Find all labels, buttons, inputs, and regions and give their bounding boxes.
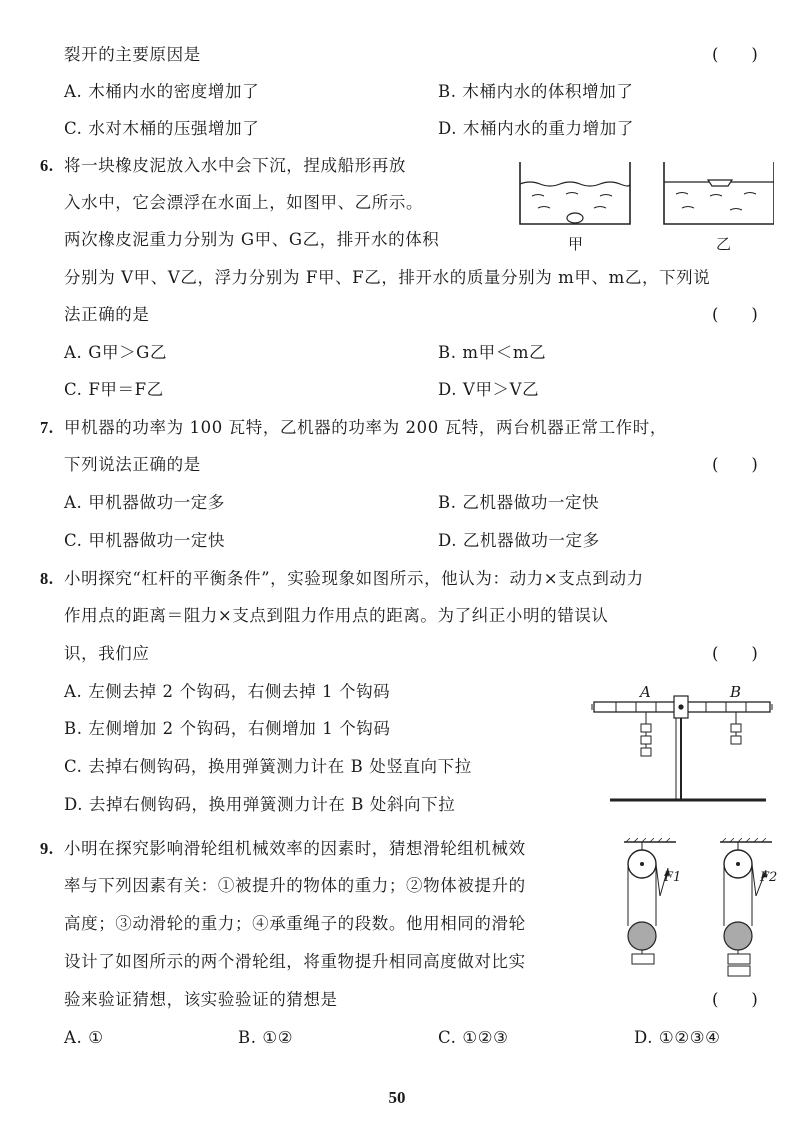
- q9-line-2: 率与下列因素有关：①被提升的物体的重力；②物体被提升的: [64, 876, 526, 895]
- beaker-yi: [664, 162, 774, 224]
- lever-pivot: [678, 704, 683, 709]
- q7-number: 7.: [40, 418, 54, 437]
- q7-line-2: 下列说法正确的是: [64, 455, 201, 474]
- q6-option-c: C. F甲＝F乙: [64, 380, 164, 399]
- q8-label-b: B: [730, 683, 742, 701]
- q6-line-1: 将一块橡皮泥放入水中会下沉，捏成船形再放: [64, 156, 406, 175]
- right-hooked-weights: [731, 712, 741, 744]
- q8-line-3: 识，我们应: [64, 644, 150, 663]
- q8-option-c: C. 去掉右侧钩码，换用弹簧测力计在 B 处竖直向下拉: [64, 757, 472, 776]
- q9-option-a: A. ①: [64, 1028, 104, 1047]
- clay-ball-sunk: [567, 213, 583, 223]
- q9-option-b: B. ①②: [238, 1028, 294, 1047]
- q9-option-d: D. ①②③④: [634, 1028, 721, 1047]
- q7-line-1: 甲机器的功率为 100 瓦特，乙机器的功率为 200 瓦特，两台机器正常工作时，: [64, 418, 667, 437]
- clay-boat-floating: [708, 180, 732, 186]
- beaker-jia: [520, 162, 630, 224]
- q9-line-3: 高度；③动滑轮的重力；④承重绳子的段数。他用相同的滑轮: [64, 914, 526, 933]
- q6-line-5: 法正确的是: [64, 305, 150, 324]
- q6-label-jia: 甲: [568, 235, 584, 253]
- q9-option-c: C. ①②③: [438, 1028, 509, 1047]
- q5-option-c: C. 水对木桶的压强增加了: [64, 119, 260, 138]
- q7-option-a: A. 甲机器做功一定多: [64, 493, 226, 512]
- q9-answer-paren: ( ): [712, 990, 758, 1009]
- page-number: 50: [388, 1088, 406, 1107]
- q7-option-d: D. 乙机器做功一定多: [438, 531, 600, 550]
- q6-line-3: 两次橡皮泥重力分别为 G甲、G乙，排开水的体积: [64, 230, 440, 249]
- q5-stem-tail: 裂开的主要原因是: [64, 45, 201, 64]
- q6-number: 6.: [40, 156, 54, 175]
- q6-label-yi: 乙: [716, 235, 732, 253]
- q7-answer-paren: ( ): [712, 455, 758, 474]
- q9-line-1: 小明在探究影响滑轮组机械效率的因素时，猜想滑轮组机械效: [64, 839, 526, 858]
- q5-option-a: A. 木桶内水的密度增加了: [64, 82, 260, 101]
- q6-option-d: D. V甲＞V乙: [438, 380, 540, 399]
- q5-option-b: B. 木桶内水的体积增加了: [438, 82, 634, 101]
- q5-option-d: D. 木桶内水的重力增加了: [438, 119, 634, 138]
- q8-line-1: 小明探究“杠杆的平衡条件”，实验现象如图所示，他认为：动力×支点到动力: [64, 569, 644, 588]
- q8-option-d: D. 去掉右侧钩码，换用弹簧测力计在 B 处斜向下拉: [64, 795, 456, 814]
- q9-label-f1: F1: [664, 870, 682, 885]
- q7-option-b: B. 乙机器做功一定快: [438, 493, 600, 512]
- q9-line-5: 验来验证猜想，该实验验证的猜想是: [64, 990, 338, 1009]
- q8-number: 8.: [40, 569, 54, 588]
- q6-figure-beakers: [518, 158, 774, 258]
- q6-line-2: 入水中，它会漂浮在水面上，如图甲、乙所示。: [64, 193, 424, 212]
- q8-option-a: A. 左侧去掉 2 个钩码，右侧去掉 1 个钩码: [64, 682, 391, 701]
- q6-line-4: 分别为 V甲、V乙，浮力分别为 F甲、F乙，排开水的质量分别为 m甲、m乙，下列说: [64, 268, 711, 287]
- q7-option-c: C. 甲机器做功一定快: [64, 531, 226, 550]
- q8-option-b: B. 左侧增加 2 个钩码，右侧增加 1 个钩码: [64, 719, 391, 738]
- q6-answer-paren: ( ): [712, 305, 758, 324]
- q9-number: 9.: [40, 839, 54, 858]
- q8-label-a: A: [640, 683, 651, 701]
- q9-line-4: 设计了如图所示的两个滑轮组，将重物提升相同高度做对比实: [64, 952, 526, 971]
- q5-answer-paren: ( ): [712, 45, 758, 64]
- q8-line-2: 作用点的距离＝阻力×支点到阻力作用点的距离。为了纠正小明的错误认: [64, 606, 609, 625]
- q6-option-b: B. m甲＜m乙: [438, 343, 547, 362]
- left-hooked-weights: [641, 712, 651, 756]
- q9-label-f2: F2: [760, 870, 778, 885]
- q9-figure-pulleys: [620, 838, 780, 986]
- q6-option-a: A. G甲＞G乙: [64, 343, 168, 362]
- q8-figure-lever: [588, 684, 778, 814]
- pulley-system-1: [624, 838, 676, 964]
- pulley-system-2: [720, 838, 772, 976]
- q8-answer-paren: ( ): [712, 644, 758, 663]
